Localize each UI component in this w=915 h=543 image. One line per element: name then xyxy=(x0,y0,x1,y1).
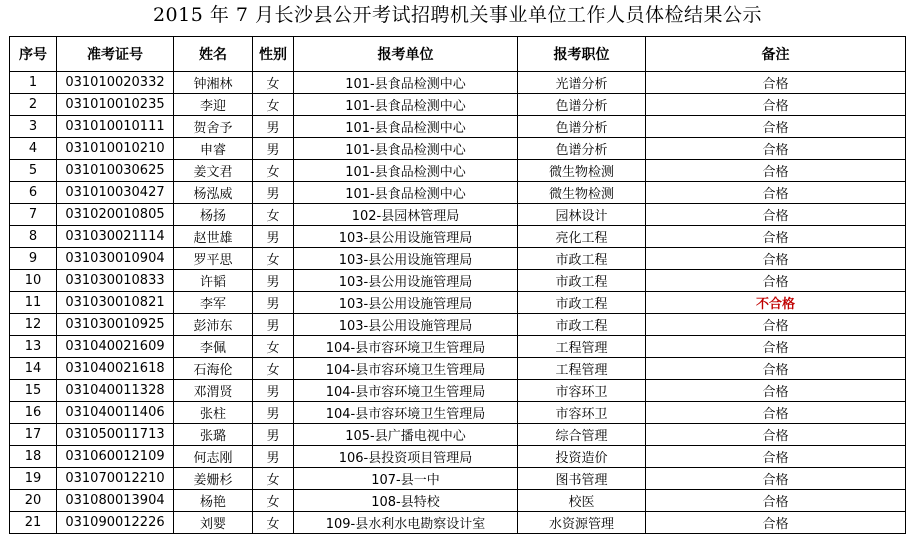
cell-ticket-number: 031010030427 xyxy=(57,182,174,204)
cell-gender: 男 xyxy=(253,116,294,138)
table-row xyxy=(10,490,906,512)
cell-unit: 104-县市容环境卫生管理局 xyxy=(294,380,518,402)
cell-index: 8 xyxy=(10,226,57,248)
cell-gender: 男 xyxy=(253,446,294,468)
cell-name: 赵世雄 xyxy=(174,226,253,248)
cell-gender: 女 xyxy=(253,72,294,94)
table-row xyxy=(10,512,906,534)
cell-ticket-number: 031030010925 xyxy=(57,314,174,336)
cell-position: 市容环卫 xyxy=(518,402,646,424)
table-row xyxy=(10,314,906,336)
cell-gender: 男 xyxy=(253,138,294,160)
cell-gender: 男 xyxy=(253,424,294,446)
cell-ticket-number: 031010010235 xyxy=(57,94,174,116)
cell-gender: 女 xyxy=(253,512,294,534)
cell-position: 亮化工程 xyxy=(518,226,646,248)
cell-index: 18 xyxy=(10,446,57,468)
cell-unit: 103-县公用设施管理局 xyxy=(294,270,518,292)
cell-ticket-number: 031030010833 xyxy=(57,270,174,292)
cell-gender: 男 xyxy=(253,270,294,292)
cell-remark: 合格 xyxy=(646,94,906,116)
cell-ticket-number: 031070012210 xyxy=(57,468,174,490)
cell-remark: 合格 xyxy=(646,138,906,160)
cell-name: 贺舍予 xyxy=(174,116,253,138)
cell-name: 罗平思 xyxy=(174,248,253,270)
cell-index: 20 xyxy=(10,490,57,512)
cell-position: 光谱分析 xyxy=(518,72,646,94)
cell-position: 校医 xyxy=(518,490,646,512)
cell-ticket-number: 031030021114 xyxy=(57,226,174,248)
header-unit: 报考单位 xyxy=(294,37,518,72)
cell-name: 刘婴 xyxy=(174,512,253,534)
cell-unit: 104-县市容环境卫生管理局 xyxy=(294,336,518,358)
cell-index: 11 xyxy=(10,292,57,314)
cell-remark: 合格 xyxy=(646,270,906,292)
cell-gender: 男 xyxy=(253,182,294,204)
cell-ticket-number: 031040011328 xyxy=(57,380,174,402)
cell-gender: 女 xyxy=(253,358,294,380)
cell-name: 李佩 xyxy=(174,336,253,358)
cell-ticket-number: 031040011406 xyxy=(57,402,174,424)
cell-position: 市政工程 xyxy=(518,270,646,292)
cell-index: 14 xyxy=(10,358,57,380)
cell-remark: 合格 xyxy=(646,468,906,490)
cell-unit: 103-县公用设施管理局 xyxy=(294,248,518,270)
table-row xyxy=(10,336,906,358)
header-gender: 性别 xyxy=(253,37,294,72)
cell-unit: 101-县食品检测中心 xyxy=(294,72,518,94)
cell-remark: 合格 xyxy=(646,358,906,380)
table-row xyxy=(10,72,906,94)
header-remark: 备注 xyxy=(646,37,906,72)
cell-gender: 女 xyxy=(253,94,294,116)
cell-gender: 女 xyxy=(253,468,294,490)
cell-name: 石海伦 xyxy=(174,358,253,380)
cell-index: 1 xyxy=(10,72,57,94)
cell-remark: 合格 xyxy=(646,248,906,270)
cell-index: 13 xyxy=(10,336,57,358)
cell-position: 色谱分析 xyxy=(518,116,646,138)
cell-gender: 男 xyxy=(253,292,294,314)
cell-unit: 106-县投资项目管理局 xyxy=(294,446,518,468)
cell-position: 微生物检测 xyxy=(518,160,646,182)
cell-remark: 合格 xyxy=(646,226,906,248)
table-row xyxy=(10,182,906,204)
table-row xyxy=(10,270,906,292)
cell-name: 张璐 xyxy=(174,424,253,446)
cell-name: 杨扬 xyxy=(174,204,253,226)
cell-gender: 女 xyxy=(253,248,294,270)
cell-remark: 合格 xyxy=(646,512,906,534)
cell-remark: 合格 xyxy=(646,380,906,402)
table-row xyxy=(10,402,906,424)
cell-index: 2 xyxy=(10,94,57,116)
table-row xyxy=(10,116,906,138)
cell-ticket-number: 031010010111 xyxy=(57,116,174,138)
cell-name: 申睿 xyxy=(174,138,253,160)
cell-gender: 女 xyxy=(253,490,294,512)
cell-ticket-number: 031040021609 xyxy=(57,336,174,358)
cell-ticket-number: 031020010805 xyxy=(57,204,174,226)
cell-unit: 103-县公用设施管理局 xyxy=(294,314,518,336)
cell-index: 5 xyxy=(10,160,57,182)
table-row xyxy=(10,468,906,490)
table-row xyxy=(10,138,906,160)
cell-ticket-number: 031060012109 xyxy=(57,446,174,468)
cell-position: 微生物检测 xyxy=(518,182,646,204)
header-name: 姓名 xyxy=(174,37,253,72)
cell-ticket-number: 031080013904 xyxy=(57,490,174,512)
cell-name: 李迎 xyxy=(174,94,253,116)
header-position: 报考职位 xyxy=(518,37,646,72)
table-row xyxy=(10,160,906,182)
cell-remark: 合格 xyxy=(646,424,906,446)
cell-unit: 101-县食品检测中心 xyxy=(294,182,518,204)
cell-remark: 合格 xyxy=(646,160,906,182)
cell-index: 17 xyxy=(10,424,57,446)
cell-index: 7 xyxy=(10,204,57,226)
cell-remark: 合格 xyxy=(646,314,906,336)
cell-unit: 104-县市容环境卫生管理局 xyxy=(294,402,518,424)
cell-ticket-number: 031030010904 xyxy=(57,248,174,270)
cell-position: 投资造价 xyxy=(518,446,646,468)
cell-unit: 102-县园林管理局 xyxy=(294,204,518,226)
cell-name: 何志刚 xyxy=(174,446,253,468)
results-table xyxy=(9,36,906,534)
cell-gender: 男 xyxy=(253,380,294,402)
cell-unit: 103-县公用设施管理局 xyxy=(294,226,518,248)
cell-position: 市政工程 xyxy=(518,292,646,314)
cell-index: 3 xyxy=(10,116,57,138)
cell-position: 图书管理 xyxy=(518,468,646,490)
cell-position: 色谱分析 xyxy=(518,94,646,116)
cell-index: 9 xyxy=(10,248,57,270)
cell-index: 4 xyxy=(10,138,57,160)
cell-index: 16 xyxy=(10,402,57,424)
cell-remark: 合格 xyxy=(646,336,906,358)
cell-position: 工程管理 xyxy=(518,336,646,358)
cell-unit: 107-县一中 xyxy=(294,468,518,490)
cell-gender: 男 xyxy=(253,226,294,248)
cell-gender: 男 xyxy=(253,402,294,424)
cell-position: 综合管理 xyxy=(518,424,646,446)
cell-index: 15 xyxy=(10,380,57,402)
table-row xyxy=(10,446,906,468)
table-row xyxy=(10,380,906,402)
cell-remark: 合格 xyxy=(646,182,906,204)
cell-position: 水资源管理 xyxy=(518,512,646,534)
cell-unit: 101-县食品检测中心 xyxy=(294,94,518,116)
cell-gender: 女 xyxy=(253,204,294,226)
table-header-row xyxy=(10,37,906,72)
cell-remark: 合格 xyxy=(646,116,906,138)
cell-name: 许韬 xyxy=(174,270,253,292)
table-row xyxy=(10,358,906,380)
cell-remark: 合格 xyxy=(646,490,906,512)
cell-remark: 合格 xyxy=(646,204,906,226)
cell-index: 19 xyxy=(10,468,57,490)
cell-name: 姜文君 xyxy=(174,160,253,182)
header-ticket-number: 准考证号 xyxy=(57,37,174,72)
cell-unit: 105-县广播电视中心 xyxy=(294,424,518,446)
cell-position: 市政工程 xyxy=(518,248,646,270)
cell-position: 工程管理 xyxy=(518,358,646,380)
table-row xyxy=(10,226,906,248)
cell-position: 市容环卫 xyxy=(518,380,646,402)
cell-index: 12 xyxy=(10,314,57,336)
cell-gender: 女 xyxy=(253,336,294,358)
cell-gender: 男 xyxy=(253,314,294,336)
table-row xyxy=(10,292,906,314)
cell-unit: 101-县食品检测中心 xyxy=(294,160,518,182)
cell-name: 张柱 xyxy=(174,402,253,424)
cell-unit: 109-县水利水电勘察设计室 xyxy=(294,512,518,534)
cell-name: 彭沛东 xyxy=(174,314,253,336)
cell-name: 钟湘林 xyxy=(174,72,253,94)
cell-remark: 不合格 xyxy=(646,292,906,314)
cell-position: 园林设计 xyxy=(518,204,646,226)
table-row xyxy=(10,424,906,446)
cell-ticket-number: 031040021618 xyxy=(57,358,174,380)
cell-remark: 合格 xyxy=(646,72,906,94)
table-row xyxy=(10,94,906,116)
cell-index: 10 xyxy=(10,270,57,292)
cell-name: 邓渭贤 xyxy=(174,380,253,402)
cell-gender: 女 xyxy=(253,160,294,182)
cell-unit: 101-县食品检测中心 xyxy=(294,138,518,160)
page-title: 2015 年 7 月长沙县公开考试招聘机关事业单位工作人员体检结果公示 xyxy=(152,4,763,26)
cell-unit: 108-县特校 xyxy=(294,490,518,512)
cell-remark: 合格 xyxy=(646,402,906,424)
cell-ticket-number: 031010010210 xyxy=(57,138,174,160)
header-index: 序号 xyxy=(10,37,57,72)
cell-name: 杨艳 xyxy=(174,490,253,512)
cell-name: 姜姗杉 xyxy=(174,468,253,490)
cell-ticket-number: 031010030625 xyxy=(57,160,174,182)
cell-unit: 101-县食品检测中心 xyxy=(294,116,518,138)
cell-unit: 104-县市容环境卫生管理局 xyxy=(294,358,518,380)
cell-name: 李军 xyxy=(174,292,253,314)
cell-position: 市政工程 xyxy=(518,314,646,336)
cell-index: 21 xyxy=(10,512,57,534)
cell-position: 色谱分析 xyxy=(518,138,646,160)
table-row xyxy=(10,248,906,270)
cell-name: 杨泓威 xyxy=(174,182,253,204)
cell-remark: 合格 xyxy=(646,446,906,468)
cell-ticket-number: 031090012226 xyxy=(57,512,174,534)
cell-ticket-number: 031030010821 xyxy=(57,292,174,314)
cell-unit: 103-县公用设施管理局 xyxy=(294,292,518,314)
table-row xyxy=(10,204,906,226)
cell-ticket-number: 031050011713 xyxy=(57,424,174,446)
cell-index: 6 xyxy=(10,182,57,204)
cell-ticket-number: 031010020332 xyxy=(57,72,174,94)
